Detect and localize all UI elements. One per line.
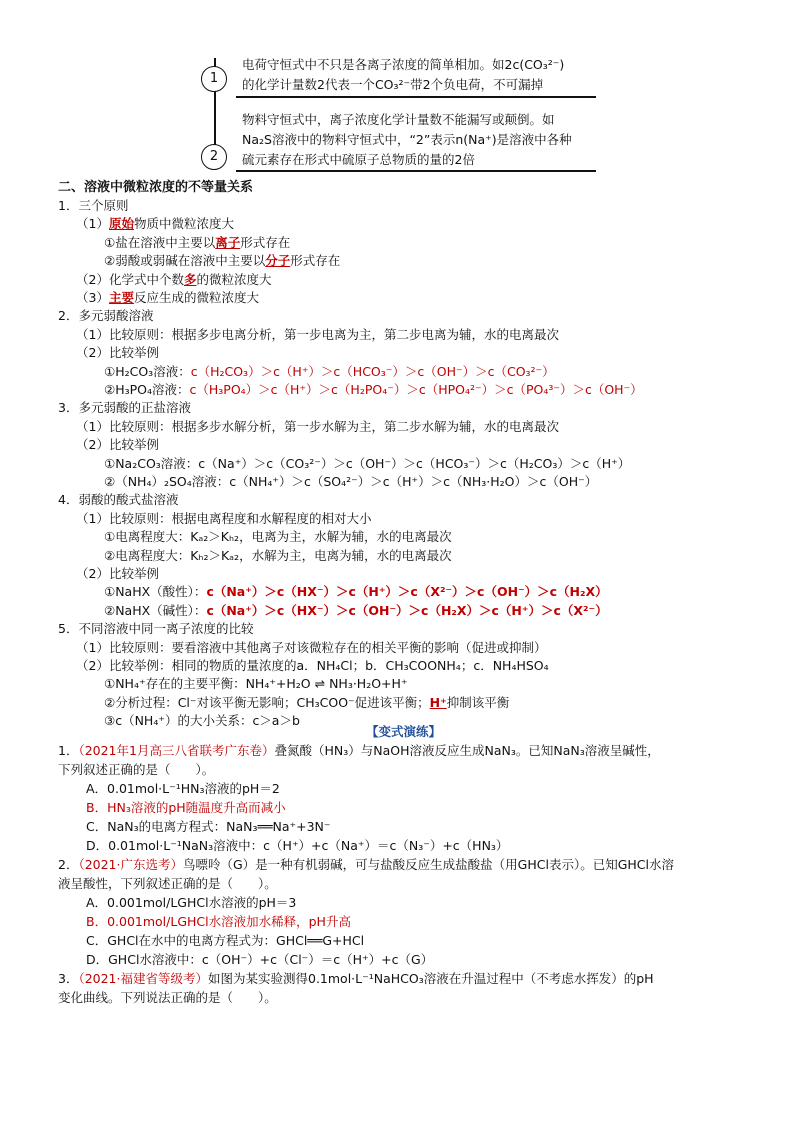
line-suffix: 物质中微粒浓度大 (133, 216, 234, 232)
q1-stem-line-2: 下列叙述正确的是（ ）。 (58, 762, 215, 777)
content-line (76, 325, 559, 343)
content-line (104, 472, 597, 490)
line-text: 3．多元弱酸的正盐溶液 (58, 400, 191, 416)
q3-stem-text: 如图为某实验测得0.1mol·L⁻¹NaHCO₃溶液在升温过程中（不考虑水挥发）的pH (208, 971, 654, 986)
line-text: （2）比较举例 (76, 566, 159, 581)
line-highlight: c（H₂CO₃）＞c（H⁺）＞c（HCO₃⁻）＞c（OH⁻）＞c（CO₃²⁻） (190, 363, 555, 379)
item-2-line-2: Na₂S溶液中的物料守恒式中，“2”表示n(Na⁺)是溶液中各种 (242, 132, 572, 147)
content-line (104, 454, 630, 472)
q1-source: （2021年1月高三八省联考广东卷） (78, 743, 275, 758)
line-text: （1） (76, 216, 109, 232)
q1-option-b: B．HN₃溶液的pH随温度升高而减小 (86, 800, 286, 815)
content-line (104, 362, 555, 380)
content-line (76, 417, 559, 435)
q3-number: 3． (58, 971, 79, 986)
content-line (104, 711, 300, 729)
line-text: ②（NH₄）₂SO₄溶液：c（NH₄⁺）＞c（SO₄²⁻）＞c（H⁺）＞c（NH₃·H₂O）＞c（OH⁻） (104, 474, 598, 489)
item-2-badge: 2 (201, 144, 227, 170)
line-text: ②弱酸或弱碱在溶液中主要以 (104, 253, 266, 269)
content-line (58, 398, 191, 416)
content-line (76, 270, 272, 288)
q3-stem-line-1 (58, 969, 654, 987)
q3-source: （2021·福建省等级考） (78, 971, 208, 986)
content-line (76, 214, 234, 232)
content-line (104, 380, 643, 398)
content-line (104, 233, 290, 251)
content-line (58, 196, 128, 214)
line-highlight: 分子 (265, 253, 291, 269)
line-text: （1）比较原则：根据多步电离分析，第一步电离为主，第二步电离为辅，水的电离最次 (76, 326, 559, 342)
q1-option-d: D．0.01mol·L⁻¹NaN₃溶液中：c（H⁺）+c（Na⁺）＝c（N₃⁻）+c（HN₃） (86, 838, 509, 853)
content-line (104, 546, 452, 564)
line-suffix: 的微粒浓度大 (196, 271, 272, 287)
line-highlight: 离子 (215, 234, 241, 250)
line-text: （1）比较原则：要看溶液中其他离子对该微粒存在的相关平衡的影响（促进或抑制） (76, 639, 547, 655)
line-text: ②NaHX（碱性）： (104, 602, 207, 618)
content-line (104, 251, 340, 269)
line-text: ①盐在溶液中主要以 (104, 234, 216, 250)
q1-option-a: A．0.01mol·L⁻¹HN₃溶液的pH＝2 (86, 781, 280, 796)
line-text: ①电离程度大：Kₐ₂＞Kₕ₂，电离为主，水解为辅，水的电离最次 (104, 529, 452, 545)
content-line (76, 288, 259, 306)
box-divider-2 (236, 170, 596, 172)
line-suffix: 反应生成的微粒浓度大 (133, 290, 259, 305)
line-suffix: 形式存在 (240, 234, 291, 250)
content-line (104, 674, 408, 692)
line-highlight: c（Na⁺）＞c（HX⁻）＞c（OH⁻）＞c（H₂X）＞c（H⁺）＞c（X²⁻） (206, 602, 608, 618)
q3-stem-line-2: 变化曲线。下列说法正确的是（ ）。 (58, 990, 277, 1005)
content-line (104, 693, 509, 711)
q2-number: 2． (58, 857, 79, 872)
line-suffix: 抑制该平衡 (446, 694, 510, 710)
line-highlight: H⁺ (429, 694, 447, 710)
line-highlight: 多 (183, 271, 197, 287)
line-highlight: c（H₃PO₄）＞c（H⁺）＞c（H₂PO₄⁻）＞c（HPO₄²⁻）＞c（PO₄³⁻）＞c（OH⁻） (189, 382, 643, 397)
line-highlight: 原始 (108, 216, 134, 232)
line-text: （1）比较原则：根据电离程度和水解程度的相对大小 (76, 510, 372, 526)
line-text: （3） (76, 290, 109, 305)
line-text: （1）比较原则：根据多步水解分析，第一步水解为主，第二步水解为辅，水的电离最次 (76, 418, 559, 434)
q2-option-a: A．0.001mol/LGHCl水溶液的pH＝3 (86, 895, 297, 910)
item-1-badge: 1 (201, 66, 227, 92)
content-line (104, 527, 452, 545)
content-line (76, 564, 159, 582)
content-line (104, 601, 608, 619)
q2-stem-line-1 (58, 855, 674, 873)
q2-option-b: B．0.001mol/LGHCl水溶液加水稀释，pH升高 (86, 914, 351, 929)
line-text: 2．多元弱酸溶液 (58, 308, 154, 324)
q2-stem-text: 鸟嘌呤（G）是一种有机弱碱，可与盐酸反应生成盐酸盐（用GHCl表示）。已知GHCl水溶 (183, 857, 675, 872)
content-line (76, 656, 549, 674)
line-text: （2）比较举例：相同的物质的量浓度的a．NH₄Cl；b．CH₃COONH₄；c．NH₄HSO₄ (76, 658, 549, 673)
line-text: 1．三个原则 (58, 198, 129, 213)
line-text: ①Na₂CO₃溶液：c（Na⁺）＞c（CO₃²⁻）＞c（OH⁻）＞c（HCO₃⁻）＞c（H₂CO₃）＞c（H⁺） (104, 455, 631, 471)
content-line (76, 435, 159, 453)
line-text: ③c（NH₄⁺）的大小关系：c＞a＞b (104, 713, 300, 729)
q1-number: 1． (58, 743, 79, 758)
q2-stem-line-2: 液呈酸性，下列叙述正确的是（ ）。 (58, 876, 277, 891)
line-text: （2）比较举例 (76, 345, 159, 361)
practice-title: 【变式演练】 (366, 724, 442, 739)
line-suffix: 形式存在 (290, 253, 341, 269)
item-2-line-3: 硫元素存在形式中硫原子总物质的量的2倍 (242, 152, 475, 167)
q2-source: （2021·广东选考） (78, 857, 183, 872)
content-line (58, 306, 153, 324)
item-1-line-1: 电荷守恒式中不只是各离子浓度的简单相加。如2c(CO₃²⁻) (242, 57, 565, 72)
line-text: 4．弱酸的酸式盐溶液 (58, 492, 179, 508)
line-text: ①H₂CO₃溶液： (104, 363, 191, 379)
box-divider-1 (236, 96, 596, 98)
content-line (76, 343, 159, 361)
line-text: （2）化学式中个数 (76, 271, 184, 287)
line-highlight: 主要 (108, 290, 134, 305)
content-line (104, 582, 608, 600)
line-text: 5．不同溶液中同一离子浓度的比较 (58, 621, 254, 637)
line-text: ②H₃PO₄溶液： (104, 382, 190, 397)
content-line (76, 638, 546, 656)
line-highlight: c（Na⁺）＞c（HX⁻）＞c（H⁺）＞c（X²⁻）＞c（OH⁻）＞c（H₂X） (206, 584, 608, 600)
section-title: 二、溶液中微粒浓度的不等量关系 (58, 180, 254, 195)
item-2-line-1: 物料守恒式中，离子浓度化学计量数不能漏写或颠倒。如 (242, 112, 555, 127)
line-text: ②分析过程：Cl⁻对该平衡无影响；CH₃COO⁻促进该平衡； (104, 694, 430, 710)
content-line (58, 490, 178, 508)
item-1-line-2: 的化学计量数2代表一个CO₃²⁻带2个负电荷，不可漏掉 (242, 77, 544, 92)
q2-option-c: C．GHCl在水中的电离方程式为：GHCl══G+HCl (86, 933, 365, 948)
line-text: （2）比较举例 (76, 437, 159, 453)
q1-stem-text: 叠氮酸（HN₃）与NaOH溶液反应生成NaN₃。已知NaN₃溶液呈碱性， (274, 743, 660, 758)
line-text: ①NaHX（酸性）： (104, 584, 207, 600)
q1-stem-line-1 (58, 741, 660, 759)
content-line (76, 509, 371, 527)
line-text: ①NH₄⁺存在的主要平衡：NH₄⁺+H₂O ⇌ NH₃·H₂O+H⁺ (104, 676, 408, 692)
line-text: ②电离程度大：Kₕ₂＞Kₐ₂，水解为主，电离为辅，水的电离最次 (104, 547, 452, 563)
content-line (58, 619, 253, 637)
q2-option-d: D．GHCl水溶液中：c（OH⁻）+c（Cl⁻）＝c（H⁺）+c（G） (86, 952, 434, 967)
q1-option-c: C．NaN₃的电离方程式：NaN₃══Na⁺+3N⁻ (86, 819, 331, 834)
